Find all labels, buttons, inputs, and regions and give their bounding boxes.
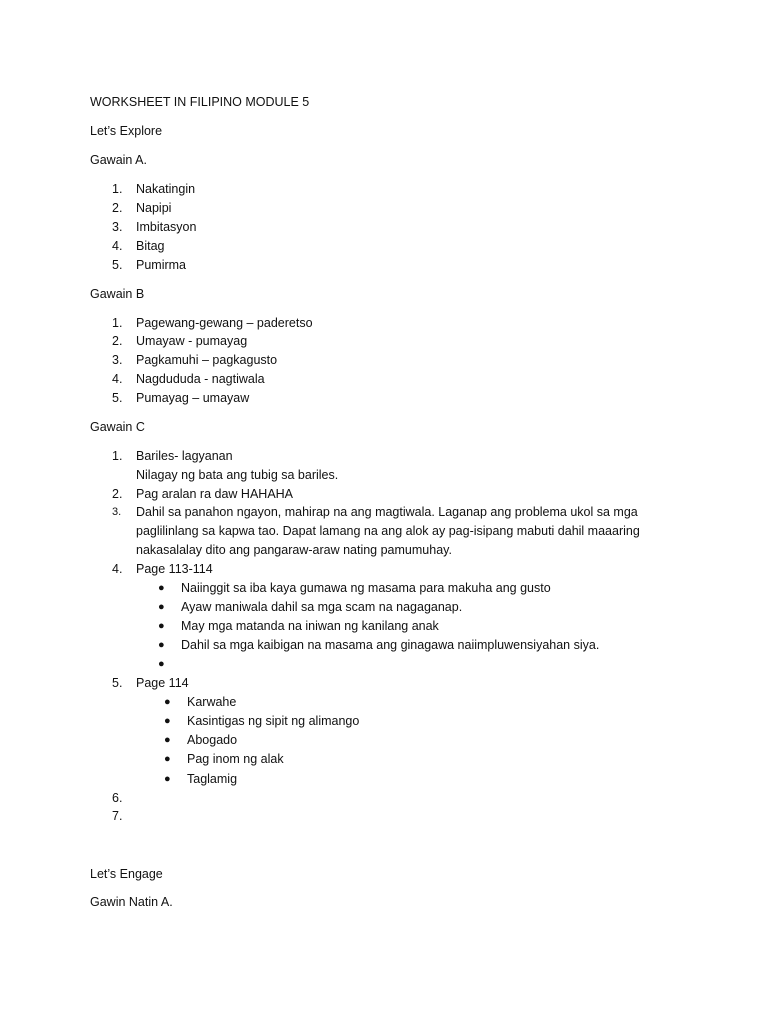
list-number: 6. — [112, 791, 123, 805]
engage-heading: Let’s Engage — [90, 867, 163, 881]
bullet-icon: ● — [164, 734, 171, 746]
bullet-item: Abogado — [187, 733, 238, 747]
list-item: Pagewang-gewang – paderetso — [136, 316, 313, 330]
bullet-icon: ● — [164, 773, 171, 785]
list-number: 5. — [112, 258, 123, 272]
gawain-b-heading: Gawain B — [90, 287, 145, 301]
list-item: Bariles- lagyanan — [136, 449, 233, 463]
list-item: Page 113-114 — [136, 562, 213, 576]
bullet-icon: ● — [158, 582, 165, 594]
paragraph-line: Dahil sa panahon ngayon, mahirap na ang magtiwala. Laganap ang problema ukol sa mga — [136, 505, 638, 519]
list-number: 4. — [112, 239, 123, 253]
paragraph-line: paglilinlang sa kapwa tao. Dapat lamang na ang alok ay pag-isipang mabuti dahil maaaring — [136, 524, 640, 538]
bullet-icon: ● — [158, 601, 165, 613]
paragraph-line: nakasalalay dito ang pangaraw-araw nating pamumuhay. — [136, 543, 452, 557]
bullet-item: Pag inom ng alak — [187, 752, 284, 766]
list-item: Pag aralan ra daw HAHAHA — [136, 487, 294, 501]
list-number: 3. — [112, 506, 122, 518]
list-item: Pagkamuhi – pagkagusto — [136, 353, 278, 367]
bullet-item: Ayaw maniwala dahil sa mga scam na nagaganap. — [181, 600, 463, 614]
bullet-icon: ● — [164, 715, 171, 727]
list-number: 4. — [112, 372, 123, 386]
list-number: 5. — [112, 676, 123, 690]
bullet-item: Dahil sa mga kaibigan na masama ang ginagawa naiimpluwensiyahan siya. — [181, 638, 600, 652]
bullet-item: Kasintigas ng sipit ng alimango — [187, 714, 360, 728]
bullet-icon: ● — [164, 696, 171, 708]
list-number: 2. — [112, 487, 123, 501]
list-item: Nakatingin — [136, 182, 196, 196]
bullet-icon: ● — [158, 620, 165, 632]
explore-heading: Let’s Explore — [90, 124, 163, 138]
list-item: Page 114 — [136, 676, 189, 690]
list-number: 1. — [112, 182, 123, 196]
list-number: 4. — [112, 562, 123, 576]
list-item: Pumirma — [136, 258, 187, 272]
bullet-item: Naiinggit sa iba kaya gumawa ng masama para makuha ang gusto — [181, 581, 551, 595]
list-item: Imbitasyon — [136, 220, 197, 234]
bullet-icon: ● — [164, 753, 171, 765]
list-item: Bitag — [136, 239, 165, 253]
list-item: Napipi — [136, 201, 172, 215]
list-item: Pumayag – umayaw — [136, 391, 250, 405]
list-item: Nagdududa - nagtiwala — [136, 372, 265, 386]
gawain-a-heading: Gawain A. — [90, 153, 147, 167]
bullet-icon: ● — [158, 639, 165, 651]
list-number: 3. — [112, 353, 123, 367]
list-number: 5. — [112, 391, 123, 405]
list-item: Umayaw - pumayag — [136, 334, 248, 348]
list-number: 1. — [112, 449, 123, 463]
document-title: WORKSHEET IN FILIPINO MODULE 5 — [90, 95, 310, 109]
bullet-item: Karwahe — [187, 695, 237, 709]
list-number: 7. — [112, 809, 123, 823]
list-number: 2. — [112, 201, 123, 215]
bullet-item: May mga matanda na iniwan ng kanilang anak — [181, 619, 439, 633]
list-number: 2. — [112, 334, 123, 348]
bullet-item: Taglamig — [187, 772, 238, 786]
bullet-icon: ● — [158, 658, 165, 670]
list-number: 1. — [112, 316, 123, 330]
list-number: 3. — [112, 220, 123, 234]
gawain-c-heading: Gawain C — [90, 420, 145, 434]
gawin-natin-heading: Gawin Natin A. — [90, 895, 173, 909]
list-item-sentence: Nilagay ng bata ang tubig sa bariles. — [136, 468, 339, 482]
